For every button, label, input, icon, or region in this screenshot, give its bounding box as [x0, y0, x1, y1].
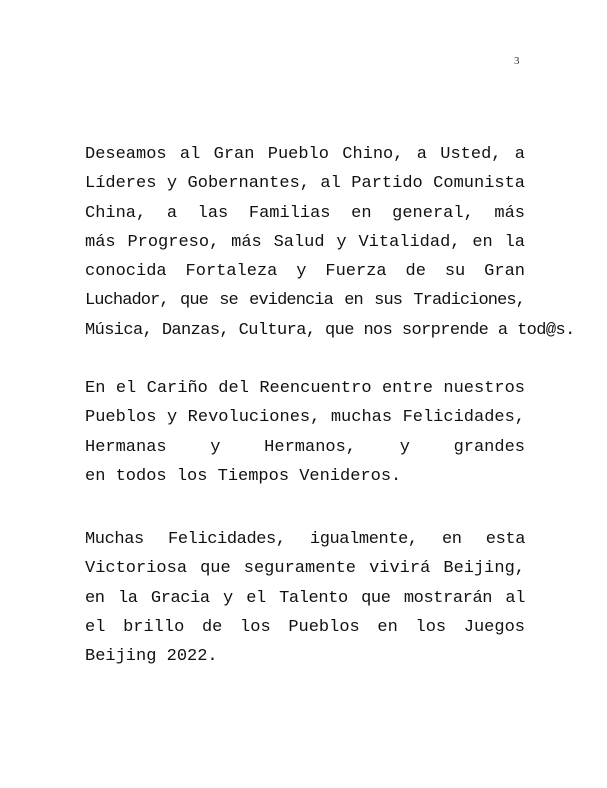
paragraph-spring	[85, 525, 525, 671]
text-line: el brillo de los Pueblos en los Juegos	[85, 617, 525, 637]
text-line: más Progreso, más Salud y Vitalidad, en la	[85, 232, 525, 252]
text-line: Luchador, que se evidencia en sus Tradiciones,	[85, 291, 525, 311]
text-line: En el Cariño del Reencuentro entre nuestros	[85, 379, 525, 398]
text-line: Muchas Felicidades, igualmente, en esta	[85, 530, 525, 549]
text-line: Hermanas y Hermanos, y grandes	[85, 437, 525, 457]
text-line: en la Gracia y el Talento que mostrarán al	[85, 588, 525, 608]
text-line: Deseamos al Gran Pueblo Chino, a Usted, a	[85, 145, 525, 164]
text-line: Líderes y Gobernantes, al Partido Comunista	[85, 174, 525, 194]
paragraph-greeting	[85, 140, 575, 345]
paragraph-reencounter	[85, 374, 525, 491]
page-number: 3	[514, 55, 520, 67]
text-line: Victoriosa que seguramente vivirá Beijing,	[85, 559, 525, 579]
text-line: en todos los Tiempos Venideros.	[85, 466, 402, 486]
text-line: Pueblos y Revoluciones, muchas Felicidades,	[85, 408, 525, 428]
text-line: China, a las Familias en general, más	[85, 203, 525, 223]
text-line: Música, Danzas, Cultura, que nos sorprende a tod@s.	[85, 320, 575, 340]
text-line: conocida Fortaleza y Fuerza de su Gran	[85, 262, 525, 282]
text-line: Beijing 2022.	[85, 647, 218, 667]
